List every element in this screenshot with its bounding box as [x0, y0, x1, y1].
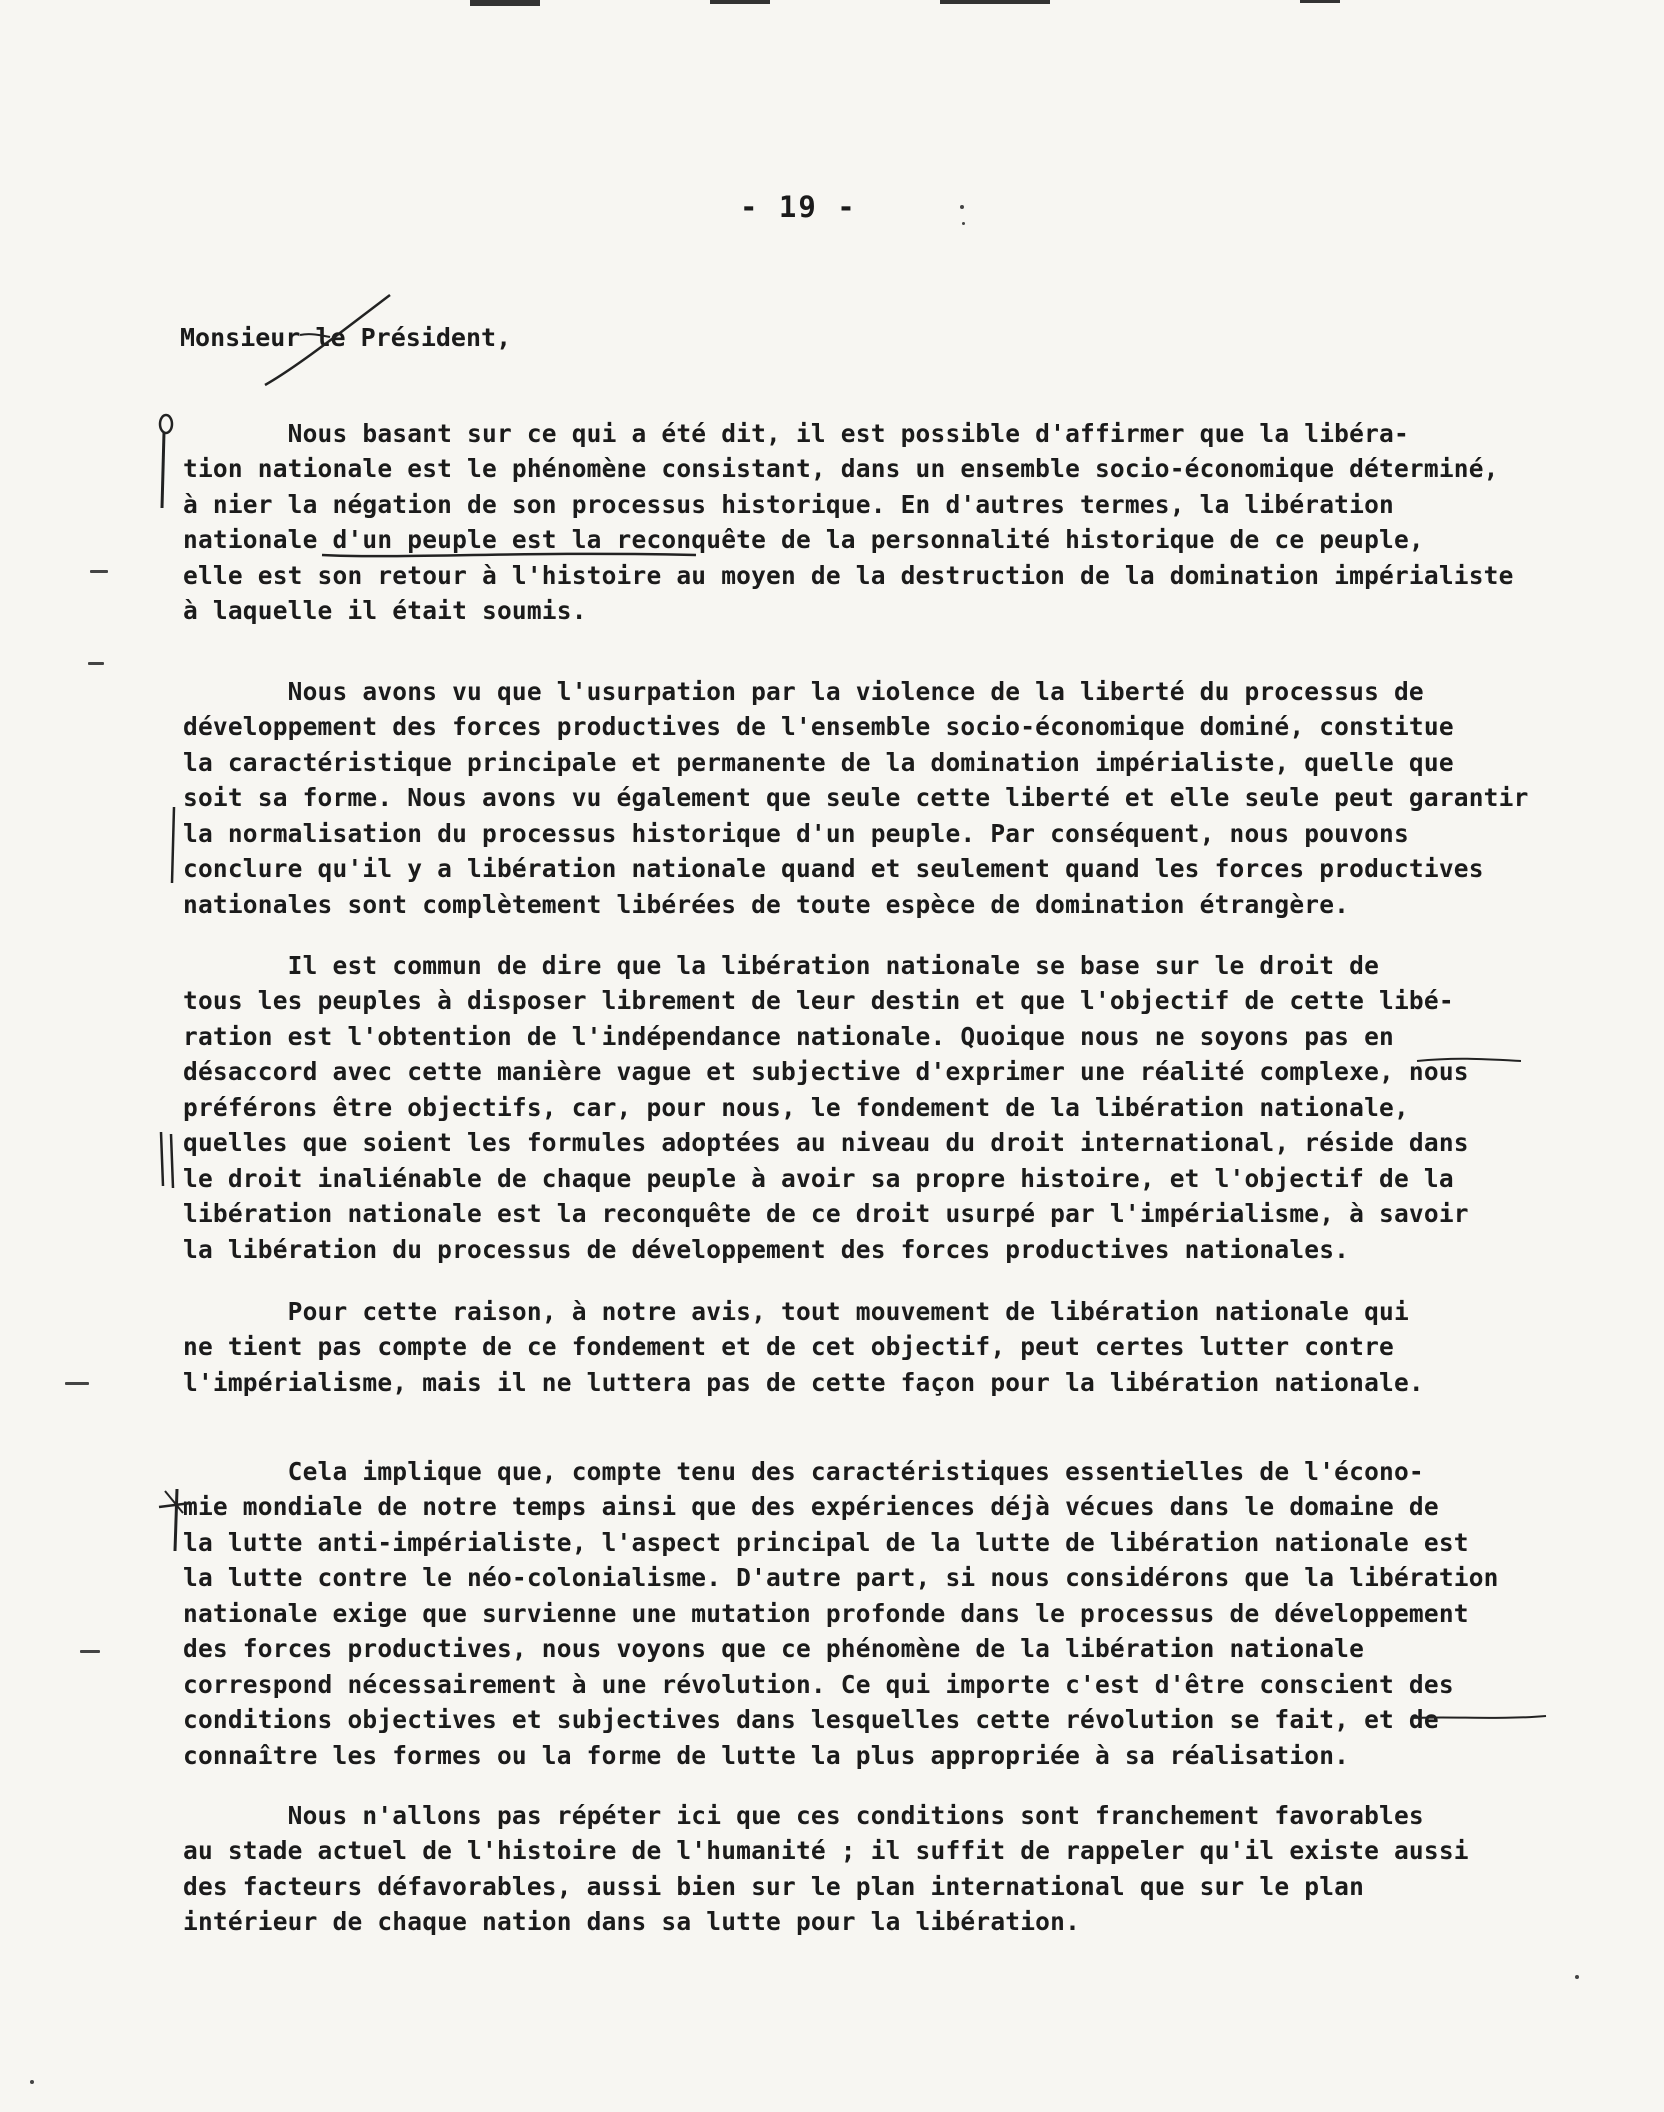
- dust-speck: [1575, 1975, 1579, 1979]
- paragraph-5-line: conditions objectives et subjectives dans lesquelles cette révolution se fait, et de: [183, 1705, 1439, 1734]
- paragraph-6: [183, 1762, 1583, 2011]
- paragraph-2-line: soit sa forme. Nous avons vu également que seule cette liberté et elle seule peut garantir: [183, 783, 1529, 812]
- paragraph-4-line: ne tient pas compte de ce fondement et de cet objectif, peut certes lutter contre: [183, 1332, 1394, 1361]
- paragraph-2-line: développement des forces productives de l'ensemble socio-économique dominé, constitue: [183, 712, 1454, 741]
- dust-speck: [30, 2080, 34, 2084]
- handwritten-underline: [320, 547, 700, 561]
- handwritten-dash: [1415, 1055, 1525, 1069]
- paragraph-6-line: intérieur de chaque nation dans sa lutte pour la libération.: [183, 1907, 1081, 1936]
- top-edge-marks: [460, 0, 1360, 10]
- paragraph-3-line: la libération du processus de développement des forces productives nationales.: [183, 1234, 1350, 1264]
- paragraph-3-line: préférons être objectifs, car, pour nous, le fondement de la libération nationale,: [183, 1092, 1409, 1122]
- margin-vertical-line: [168, 805, 180, 885]
- paragraph-6-line: des facteurs défavorables, aussi bien sur le plan international que sur le plan: [183, 1871, 1365, 1901]
- paragraph-1-line: Nous basant sur ce qui a été dit, il est possible d'affirmer que la libéra-: [183, 418, 1409, 448]
- paragraph-3-line: Il est commun de dire que la libération nationale se base sur le droit de: [183, 950, 1380, 980]
- paragraph-3-line: libération nationale est la reconquête de ce droit usurpé par l'impérialisme, à savoir: [183, 1199, 1469, 1228]
- salutation: Monsieur le Président,: [180, 323, 512, 352]
- paragraph-5-line: Cela implique que, compte tenu des caractéristiques essentielles de l'écono-: [183, 1456, 1424, 1486]
- paragraph-1-line: tion nationale est le phénomène consistant, dans un ensemble socio-économique déterminé,: [183, 454, 1499, 483]
- paragraph-2-line: conclure qu'il y a libération nationale quand et seulement quand les forces productives: [183, 854, 1484, 883]
- margin-dash: [65, 1382, 89, 1385]
- handwritten-dash: [1410, 1712, 1550, 1724]
- paragraph-1-line: elle est son retour à l'histoire au moyen de la destruction de la domination impérialiste: [183, 560, 1514, 590]
- dust-speck: [962, 222, 965, 225]
- paragraph-3-line: le droit inaliénable de chaque peuple à avoir sa propre histoire, et l'objectif de la: [183, 1163, 1454, 1193]
- paragraph-6-line: au stade actuel de l'histoire de l'humanité ; il suffit de rappeler qu'il existe aussi: [183, 1836, 1469, 1865]
- paragraph-2-line: la caractéristique principale et permanente de la domination impérialiste, quelle que: [183, 747, 1454, 777]
- paragraph-5-line: des forces productives, nous voyons que ce phénomène de la libération nationale: [183, 1634, 1365, 1663]
- margin-dash: [88, 662, 104, 665]
- paragraph-5-line: nationale exige que survienne une mutation profonde dans le processus de développement: [183, 1598, 1469, 1628]
- paragraph-1-line: à laquelle il était soumis.: [183, 596, 587, 625]
- paragraph-4-line: Pour cette raison, à notre avis, tout mouvement de libération nationale qui: [183, 1296, 1409, 1326]
- margin-double-line: [155, 1130, 185, 1190]
- paragraph-1-line: à nier la négation de son processus historique. En d'autres termes, la libération: [183, 489, 1394, 519]
- margin-dash: [90, 570, 108, 573]
- dust-speck: [960, 205, 964, 209]
- margin-cross-mark: [155, 1485, 195, 1555]
- paragraph-5-line: mie mondiale de notre temps ainsi que des expériences déjà vécues dans le domaine de: [183, 1492, 1439, 1521]
- paragraph-3-line: tous les peuples à disposer librement de leur destin et que l'objectif de cette libé-: [183, 986, 1454, 1015]
- paragraph-3-line: quelles que soient les formules adoptées au niveau du droit international, réside dans: [183, 1128, 1469, 1157]
- paragraph-3-line: désaccord avec cette manière vague et subjective d'exprimer une réalité complexe, nous: [183, 1057, 1469, 1086]
- paragraph-3-line: ration est l'obtention de l'indépendance nationale. Quoique nous ne soyons pas en: [183, 1021, 1394, 1051]
- margin-bracket-mark: [148, 410, 178, 510]
- paragraph-5-line: la lutte contre le néo-colonialisme. D'autre part, si nous considérons que la libération: [183, 1563, 1499, 1592]
- paragraph-5-line: correspond nécessairement à une révolution. Ce qui importe c'est d'être conscient des: [183, 1669, 1454, 1699]
- paragraph-2-line: la normalisation du processus historique d'un peuple. Par conséquent, nous pouvons: [183, 818, 1409, 848]
- paragraph-4-line: l'impérialisme, mais il ne luttera pas de cette façon pour la libération nationale.: [183, 1367, 1424, 1397]
- paragraph-6-line: Nous n'allons pas répéter ici que ces conditions sont franchement favorables: [183, 1800, 1424, 1830]
- page-number: - 19 -: [740, 190, 857, 224]
- handwritten-strikethrough: [260, 285, 440, 395]
- paragraph-5-line: la lutte anti-impérialiste, l'aspect principal de la lutte de libération nationale est: [183, 1527, 1469, 1557]
- paragraph-5-line: connaître les formes ou la forme de lutte la plus appropriée à sa réalisation.: [183, 1740, 1350, 1770]
- margin-dash: [80, 1650, 100, 1653]
- paragraph-1-line: nationale d'un peuple est la reconquête de la personnalité historique de ce peuple,: [183, 525, 1424, 554]
- paragraph-2-line: nationales sont complètement libérées de toute espèce de domination étrangère.: [183, 889, 1350, 919]
- paragraph-2-line: Nous avons vu que l'usurpation par la violence de la liberté du processus de: [183, 676, 1424, 706]
